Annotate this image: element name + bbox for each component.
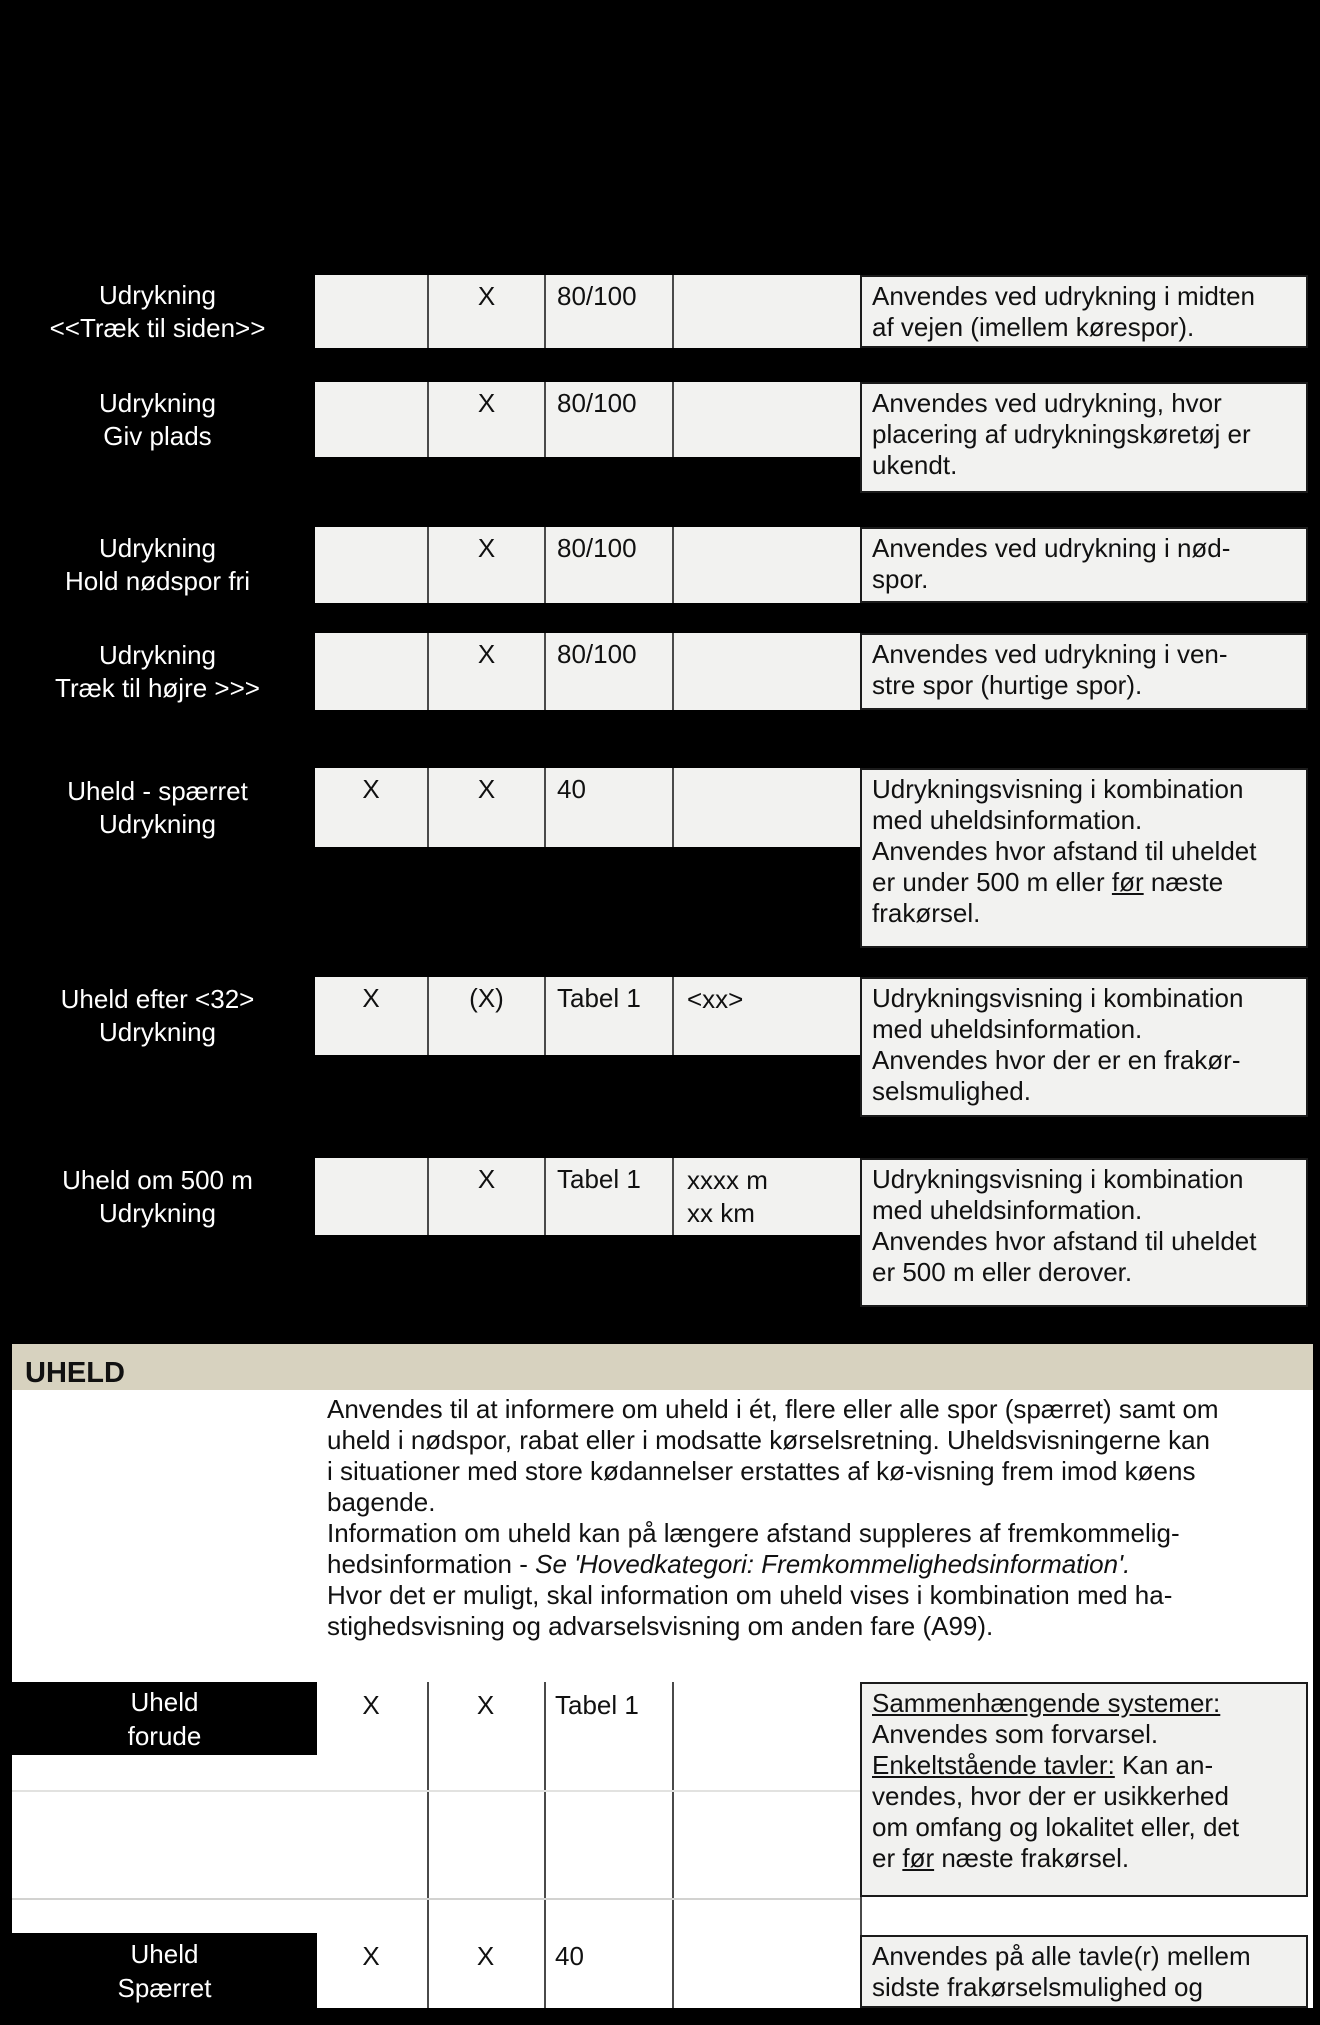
row-label-line1: Udrykning [98,533,217,563]
description-line: sidste frakørselsmulighed og [872,1972,1203,2002]
description-line: Anvendes ved udrykning i ven- [872,639,1228,669]
cell-col-b: X [476,1690,495,1720]
row-label [0,382,315,457]
row-label-line1: Uheld om 500 m [62,1164,253,1195]
description-box [860,382,1308,493]
description-line: Anvendes hvor der er en frakør- [872,1045,1241,1075]
description-line: om omfang og lokalitet eller, det [872,1812,1240,1842]
cell-col-c: Tabel 1 [544,977,672,1055]
row-label-line2: Udrykning [98,1017,217,1047]
row-label-line2: Spærret [117,1972,212,2003]
description-line: med uheldsinformation. [872,1014,1143,1044]
description-line: med uheldsinformation. [872,805,1143,835]
row-cells [315,382,860,457]
intro-line: i situationer med store kødannelser erstattes af kø-visning frem imod køens [327,1456,1196,1486]
description-box [860,1935,1308,2008]
cell-col-a [315,382,427,457]
cell-col-a: X [362,1690,380,1720]
description-line: Anvendes på alle tavle(r) mellem [872,1941,1251,1971]
cell-col-a [315,1158,427,1235]
uheld-intro-paragraph [327,1394,1312,1642]
description-line: Anvendes hvor afstand til uheldet [872,1226,1257,1256]
row-label [0,1158,315,1235]
row-label [12,1933,317,2008]
cell-col-c: 80/100 [544,633,672,710]
cell-col-c: 80/100 [544,382,672,457]
cell-col-a: X [362,983,380,1013]
description-box [860,977,1308,1117]
cell-col-c: 40 [544,768,672,847]
intro-line: bagende. [327,1487,436,1517]
description-line: spor. [872,564,929,594]
row-cells [315,527,860,603]
description-line: Udrykningsvisning i kombination [872,774,1244,804]
description-line: Anvendes ved udrykning i nød- [872,533,1231,563]
description-line: er før næste frakørsel. [872,1843,1130,1873]
page-bottom-cutoff [0,2008,1320,2025]
cell-col-a: X [362,774,380,804]
row-label [0,275,315,348]
row-label [0,527,315,603]
description-box [860,768,1308,948]
cell-col-c: 40 [555,1941,584,1971]
cell-col-d [672,768,860,847]
row-label [12,1682,317,1755]
row-label-line1: Uheld [130,1686,199,1717]
intro-line: Hvor det er muligt, skal information om uheld vises i kombination med ha- [327,1580,1173,1610]
description-box [860,1682,1308,1897]
cell-col-c: Tabel 1 [555,1690,639,1720]
row-label-line1: Udrykning [98,639,217,670]
row-label-line1: Udrykning [98,279,217,310]
description-line: frakørsel. [872,898,981,928]
description-box [860,275,1308,348]
cell-col-b: X [476,1941,495,1971]
intro-line: uheld i nødspor, rabat eller i modsatte kørselsretning. Uheldsvisningerne kan [327,1425,1211,1455]
row-cells [315,768,860,847]
description-line: Anvendes ved udrykning, hvor [872,388,1222,418]
description-line: er 500 m eller derover. [872,1257,1133,1287]
row-label-line1: Uheld [130,1938,199,1969]
description-line: Anvendes hvor afstand til uheldet [872,836,1257,866]
row-cells [315,977,860,1055]
row-label [0,768,315,847]
cell-col-a [315,633,427,710]
description-line: ukendt. [872,450,958,480]
cell-col-c: 80/100 [544,527,672,603]
row-label-line2: Udrykning [98,808,217,839]
cell-col-a [315,275,427,348]
description-line: af vejen (imellem kørespor). [872,312,1195,342]
cell-col-d [672,633,860,710]
description-line: vendes, hvor der er usikkerhed [872,1781,1229,1811]
cell-col-b: X [427,275,544,348]
row-label-line1: Uheld efter <32> [60,984,255,1014]
description-line: Anvendes som forvarsel. [872,1719,1159,1749]
cell-col-d: <xx> [672,977,860,1055]
description-line: placering af udrykningskøretøj er [872,419,1251,449]
description-line: Anvendes ved udrykning i midten [872,281,1256,311]
description-line: er under 500 m eller før næste [872,867,1224,897]
description-box [860,633,1308,710]
row-label-line1: Udrykning [98,387,217,418]
row-cells [315,275,860,348]
uheld-section-title: UHELD [25,1357,125,1389]
uheld-section [12,1342,1313,2008]
row-cells [315,633,860,710]
cell-col-a [315,527,427,603]
description-line: Udrykningsvisning i kombination [872,1164,1244,1194]
row-label-line1: Uheld - spærret [67,775,248,806]
description-line: stre spor (hurtige spor). [872,670,1143,700]
intro-line: Anvendes til at informere om uheld i ét, flere eller alle spor (spærret) samt om [327,1394,1219,1424]
cell-col-d-line2: xx km [687,1198,755,1228]
description-box [860,527,1308,603]
cell-col-d-line1: xxxx m [687,1165,768,1195]
row-label [0,633,315,710]
cell-col-d [672,275,860,348]
cell-col-c: 80/100 [544,275,672,348]
row-label-line2: <<Træk til siden>> [49,312,266,343]
description-line: med uheldsinformation. [872,1195,1143,1225]
row-label-line2: Træk til højre >>> [55,672,260,703]
cell-col-b: X [427,633,544,710]
cell-col-c: Tabel 1 [544,1158,672,1235]
row-segment-divider [12,1790,860,1792]
row-label-line2: Udrykning [98,1197,217,1228]
description-line: Enkeltstående tavler: Kan an- [872,1750,1214,1780]
uheld-section-header-bar [12,1342,1313,1390]
description-line: Sammenhængende systemer: [872,1688,1221,1718]
cell-col-b: X [427,527,544,603]
description-box [860,1158,1308,1307]
cell-col-b: X [427,768,544,847]
row-label [0,977,315,1055]
row-divider [12,1898,860,1900]
intro-line: stighedsvisning og advarselsvisning om anden fare (A99). [327,1611,994,1641]
intro-line: hedsinformation - Se 'Hovedkategori: Fremkommelighedsinformation'. [327,1549,1131,1579]
cell-col-b: (X) [427,977,544,1055]
intro-line: Information om uheld kan på længere afstand suppleres af fremkommelig- [327,1518,1180,1548]
description-line: selsmulighed. [872,1076,1031,1106]
cell-col-b: X [427,382,544,457]
row-cells [315,1158,860,1235]
row-label-line2: forude [127,1720,202,1751]
row-label-line2: Giv plads [103,420,212,451]
column-divider [544,1682,546,2008]
cell-col-a: X [362,1941,380,1971]
description-line: Udrykningsvisning i kombination [872,983,1244,1013]
cell-col-d [672,382,860,457]
cell-col-d [672,527,860,603]
cell-col-d [672,1158,860,1235]
cell-col-b: X [427,1158,544,1235]
column-divider [672,1682,674,2008]
row-label-line2: Hold nødspor fri [65,566,250,596]
